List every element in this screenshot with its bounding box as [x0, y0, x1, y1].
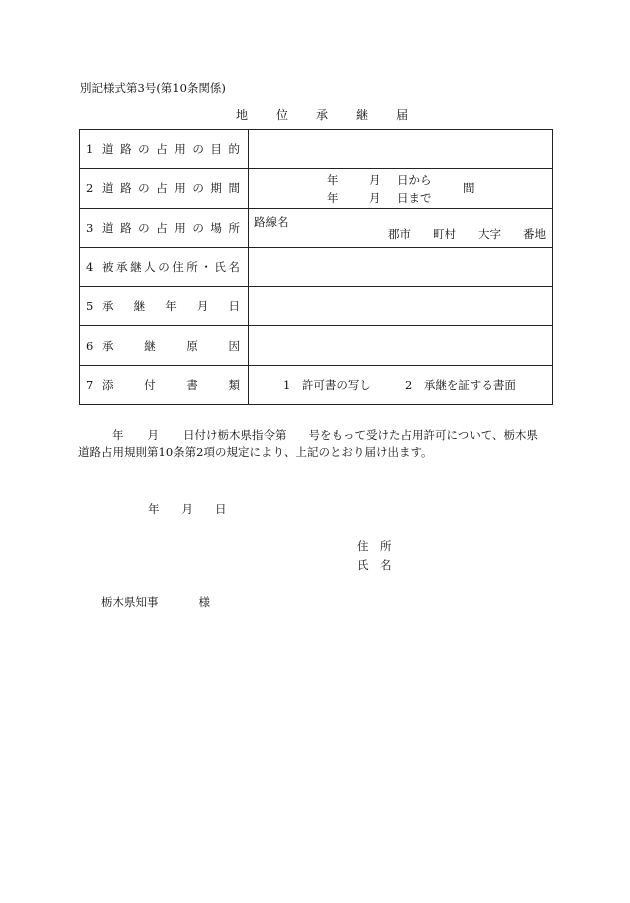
title-char: 継	[356, 108, 369, 122]
row-number: 1	[86, 142, 94, 157]
body-text-line-1	[78, 427, 538, 443]
title-char: 位	[276, 108, 289, 122]
row-label: 道 路 の 占 用 の 目 的	[102, 142, 240, 157]
label-place	[80, 208, 249, 247]
attachments-field	[249, 365, 553, 404]
title-char: 地	[236, 108, 249, 122]
row-number: 3	[86, 220, 94, 235]
attachment-permit-copy: 1 許可書の写し	[283, 377, 371, 392]
unit-cho-son: 町村	[433, 226, 456, 241]
place-units	[366, 226, 546, 242]
place-field[interactable]	[249, 208, 553, 247]
body-text-line-2: 道路占用規則第10条第2項の規定により、上記のとおり届け出ます。	[78, 445, 433, 459]
period-to: 年 月 日まで	[327, 191, 432, 206]
row-label: 道 路 の 占 用 の 期 間	[102, 181, 240, 196]
body-year: 年	[112, 428, 124, 442]
addressee	[101, 594, 210, 610]
body-permit-prefix: 日付け栃木県指令第	[183, 428, 287, 442]
row-successor	[80, 247, 553, 286]
label-attachments	[80, 365, 249, 404]
title-char: 承	[316, 108, 329, 122]
row-number: 2	[86, 181, 94, 196]
label-period	[80, 169, 249, 208]
succession-date-field[interactable]	[249, 287, 553, 326]
addressee-office: 栃木県知事	[101, 595, 159, 609]
row-number: 6	[86, 338, 94, 353]
row-label: 承 継 年 月 日	[102, 299, 240, 314]
attachment-succession-proof: 2 承継を証する書面	[405, 377, 516, 392]
row-attachments	[80, 365, 553, 404]
row-purpose	[80, 130, 553, 169]
document-title	[236, 106, 408, 123]
row-number: 5	[86, 299, 94, 314]
submission-date	[148, 501, 249, 517]
row-number: 7	[86, 377, 94, 392]
unit-oaza: 大字	[478, 226, 501, 241]
succession-cause-field[interactable]	[249, 326, 553, 365]
label-succession-cause	[80, 326, 249, 365]
label-purpose	[80, 130, 249, 169]
row-succession-date	[80, 287, 553, 326]
row-succession-cause	[80, 326, 553, 365]
label-succession-date	[80, 287, 249, 326]
row-label: 被 承 継 人 の 住 所 ・ 氏 名	[102, 260, 240, 275]
unit-banchi: 番地	[523, 226, 546, 241]
row-place	[80, 208, 553, 247]
row-period	[80, 169, 553, 208]
date-month: 月	[181, 502, 193, 516]
body-month: 月	[147, 428, 159, 442]
row-label: 承 継 原 因	[102, 338, 240, 353]
date-day: 日	[215, 502, 227, 516]
body-permit-suffix: 号をもって受けた占用許可について、栃木県	[308, 428, 539, 442]
period-from: 年 月 日から	[327, 173, 432, 188]
label-successor	[80, 247, 249, 286]
form-number-label: 別記様式第3号(第10条関係)	[80, 81, 226, 95]
successor-field[interactable]	[249, 247, 553, 286]
row-number: 4	[86, 260, 94, 275]
form-table	[79, 129, 553, 405]
period-duration-label: 間	[463, 181, 475, 196]
row-label: 道 路 の 占 用 の 場 所	[102, 220, 240, 235]
date-year: 年	[148, 502, 160, 516]
addressee-honorific: 様	[198, 595, 210, 609]
name-label: 氏 名	[357, 558, 392, 572]
row-label: 添 付 書 類	[102, 377, 240, 392]
period-field[interactable]	[249, 169, 553, 208]
unit-gun-shi: 郡市	[388, 226, 411, 241]
purpose-field[interactable]	[249, 130, 553, 169]
route-name-label: 路線名	[254, 214, 289, 229]
address-label: 住 所	[357, 539, 392, 553]
title-char: 届	[396, 108, 409, 122]
